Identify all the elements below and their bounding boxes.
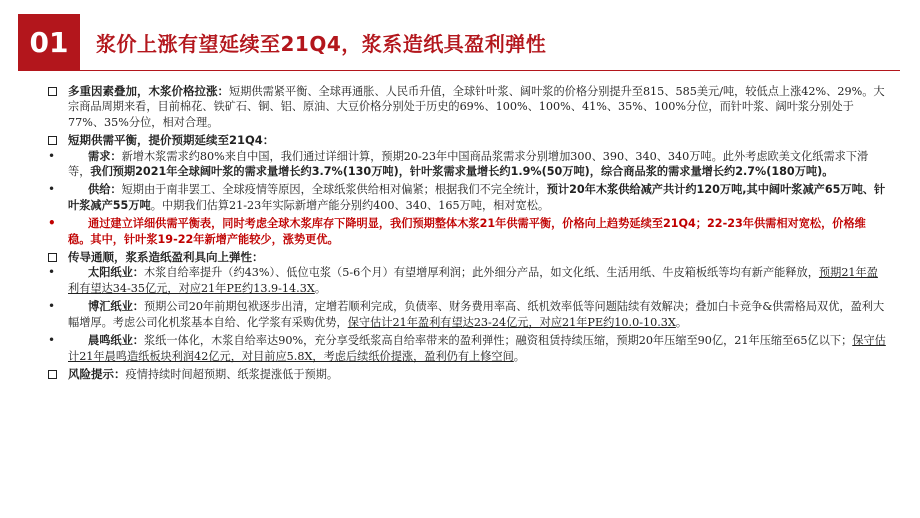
bullet-text: 新增木浆需求约80%来自中国，我们通过详细计算，预期20-23年中国商品浆需求分别增加300、390、340、340万吨。此外考虑欧美文化纸需求下滑等，: [68, 149, 869, 179]
company-forecast: 预期21年盈利有望达34-35亿元，对应21年PE约13.9-14.3X: [68, 266, 878, 295]
square-bullet-icon: [48, 253, 57, 262]
section-heading: 风险提示：: [68, 366, 126, 381]
section-text: 短期供需紧平衡、全球再通胀、人民币升值，全球针叶浆、阔叶浆的价格分别提升至815、585美元/吨，较低点上涨42%、29%。大宗商品周期来看，目前棉花、铁矿石、铜、铝、原油、大豆价格分别处于历史的69%、100%、100%、41%、35%、100%分位，而针叶浆、阔叶浆分别处于77%、35%分位，相对合理。: [68, 85, 885, 129]
company-text: 浆纸一体化，木浆自给率达90%，充分享受纸浆高自给率带来的盈利弹性；融资租赁持续压缩，预期20年压缩至90亿，21年压缩至65亿以下；: [143, 334, 853, 348]
square-bullet-icon: [48, 87, 57, 96]
bullet-company-bohui: [48, 299, 888, 330]
bullet-text-tail: 。中期我们估算21-23年实际新增产能分别约400、340、165万吨，相对宽松。: [150, 198, 550, 212]
bullet-bold-text: 预计20年木浆供给减产共计约120万吨,其中阔叶浆减产65万吨、针叶浆减产55万吨: [68, 183, 886, 212]
header-divider: [18, 70, 900, 71]
bullet-text: 短期由于南非罢工、全球疫情等原因，全球纸浆供给相对偏紧；根据我们不完全统计，: [121, 183, 547, 197]
bullet-demand: [48, 149, 888, 180]
slide-body: [48, 84, 888, 385]
section-heading: 传导通顺，浆系造纸盈利具向上弹性：: [68, 250, 264, 265]
section-heading: 多重因素叠加，木浆价格拉涨：: [68, 84, 229, 98]
square-bullet-icon: [48, 370, 57, 379]
bullet-dot-icon: •: [48, 148, 56, 163]
bullet-dot-icon: •: [48, 265, 56, 280]
section-heading: 短期供需平衡，提价预期延续至21Q4：: [68, 133, 275, 148]
company-name: 博汇纸业：: [88, 300, 144, 314]
bullet-dot-icon: •: [48, 333, 56, 348]
section-supply-demand: [48, 133, 888, 247]
section-text: 疫情持续时间超预期、纸浆提涨低于预期。: [125, 367, 339, 381]
company-name: 晨鸣纸业：: [88, 334, 144, 348]
bullet-bold-text: 我们预期2021年全球阔叶浆的需求量增长约3.7%(130万吨)，针叶浆需求量增长约1.9%(50万吨)，综合商品浆的需求量增长约2.7%(180万吨)。: [90, 165, 834, 179]
slide-title: 浆价上涨有望延续至21Q4，浆系造纸具盈利弹性: [96, 32, 547, 56]
bullet-company-sun-paper: [48, 265, 888, 296]
bullet-conclusion: [48, 216, 888, 247]
bullet-dot-icon: •: [48, 182, 56, 197]
bullet-supply: [48, 182, 888, 213]
bullet-dot-icon: •: [48, 299, 56, 314]
bullet-heading: 供给：: [88, 183, 122, 197]
section-risk: [48, 367, 888, 382]
company-text: 预期公司20年前期包袱逐步出清，定增若顺利完成，负债率、财务费用率高、纸机效率低等问题陆续有效解决；叠加白卡竞争&供需格局双优，盈利大幅增厚。考虑公司化机浆基本自给、化学浆有采购优势，: [68, 300, 885, 329]
conclusion-text: 通过建立详细供需平衡表，同时考虑全球木浆库存下降明显，我们预期整体木浆21年供需平衡，价格向上趋势延续至21Q4；22-23年供需相对宽松，价格维稳。其中，针叶浆19-22年新增产能较少，涨势更优。: [68, 217, 866, 246]
company-forecast: 保守估计21年盈利有望达23-24亿元，对应21年PE约10.0-10.3X: [347, 315, 676, 329]
company-name: 太阳纸业：: [88, 266, 144, 280]
bullet-dot-icon: •: [48, 216, 56, 231]
punctuation: 。: [513, 349, 525, 363]
slide-header: [0, 0, 920, 70]
company-forecast: 保守估计21年晨鸣造纸板块利润42亿元，对目前应5.8X，考虑后续纸价提涨，盈利仍有上修空间: [68, 334, 886, 363]
company-text: 木浆自给率提升（约43%）、低位屯浆（5-6个月）有望增厚利润；此外细分产品，如文化纸、生活用纸、牛皮箱板纸等均有新产能释放，: [143, 266, 819, 280]
section-pulp-price: [48, 84, 888, 130]
bullet-company-chenming: [48, 333, 888, 364]
section-paper-companies: [48, 250, 888, 364]
punctuation: 。: [314, 281, 327, 295]
bullet-heading: 需求：: [88, 149, 122, 163]
punctuation: 。: [675, 315, 688, 329]
section-number-badge: 01: [18, 14, 80, 70]
square-bullet-icon: [48, 136, 57, 145]
